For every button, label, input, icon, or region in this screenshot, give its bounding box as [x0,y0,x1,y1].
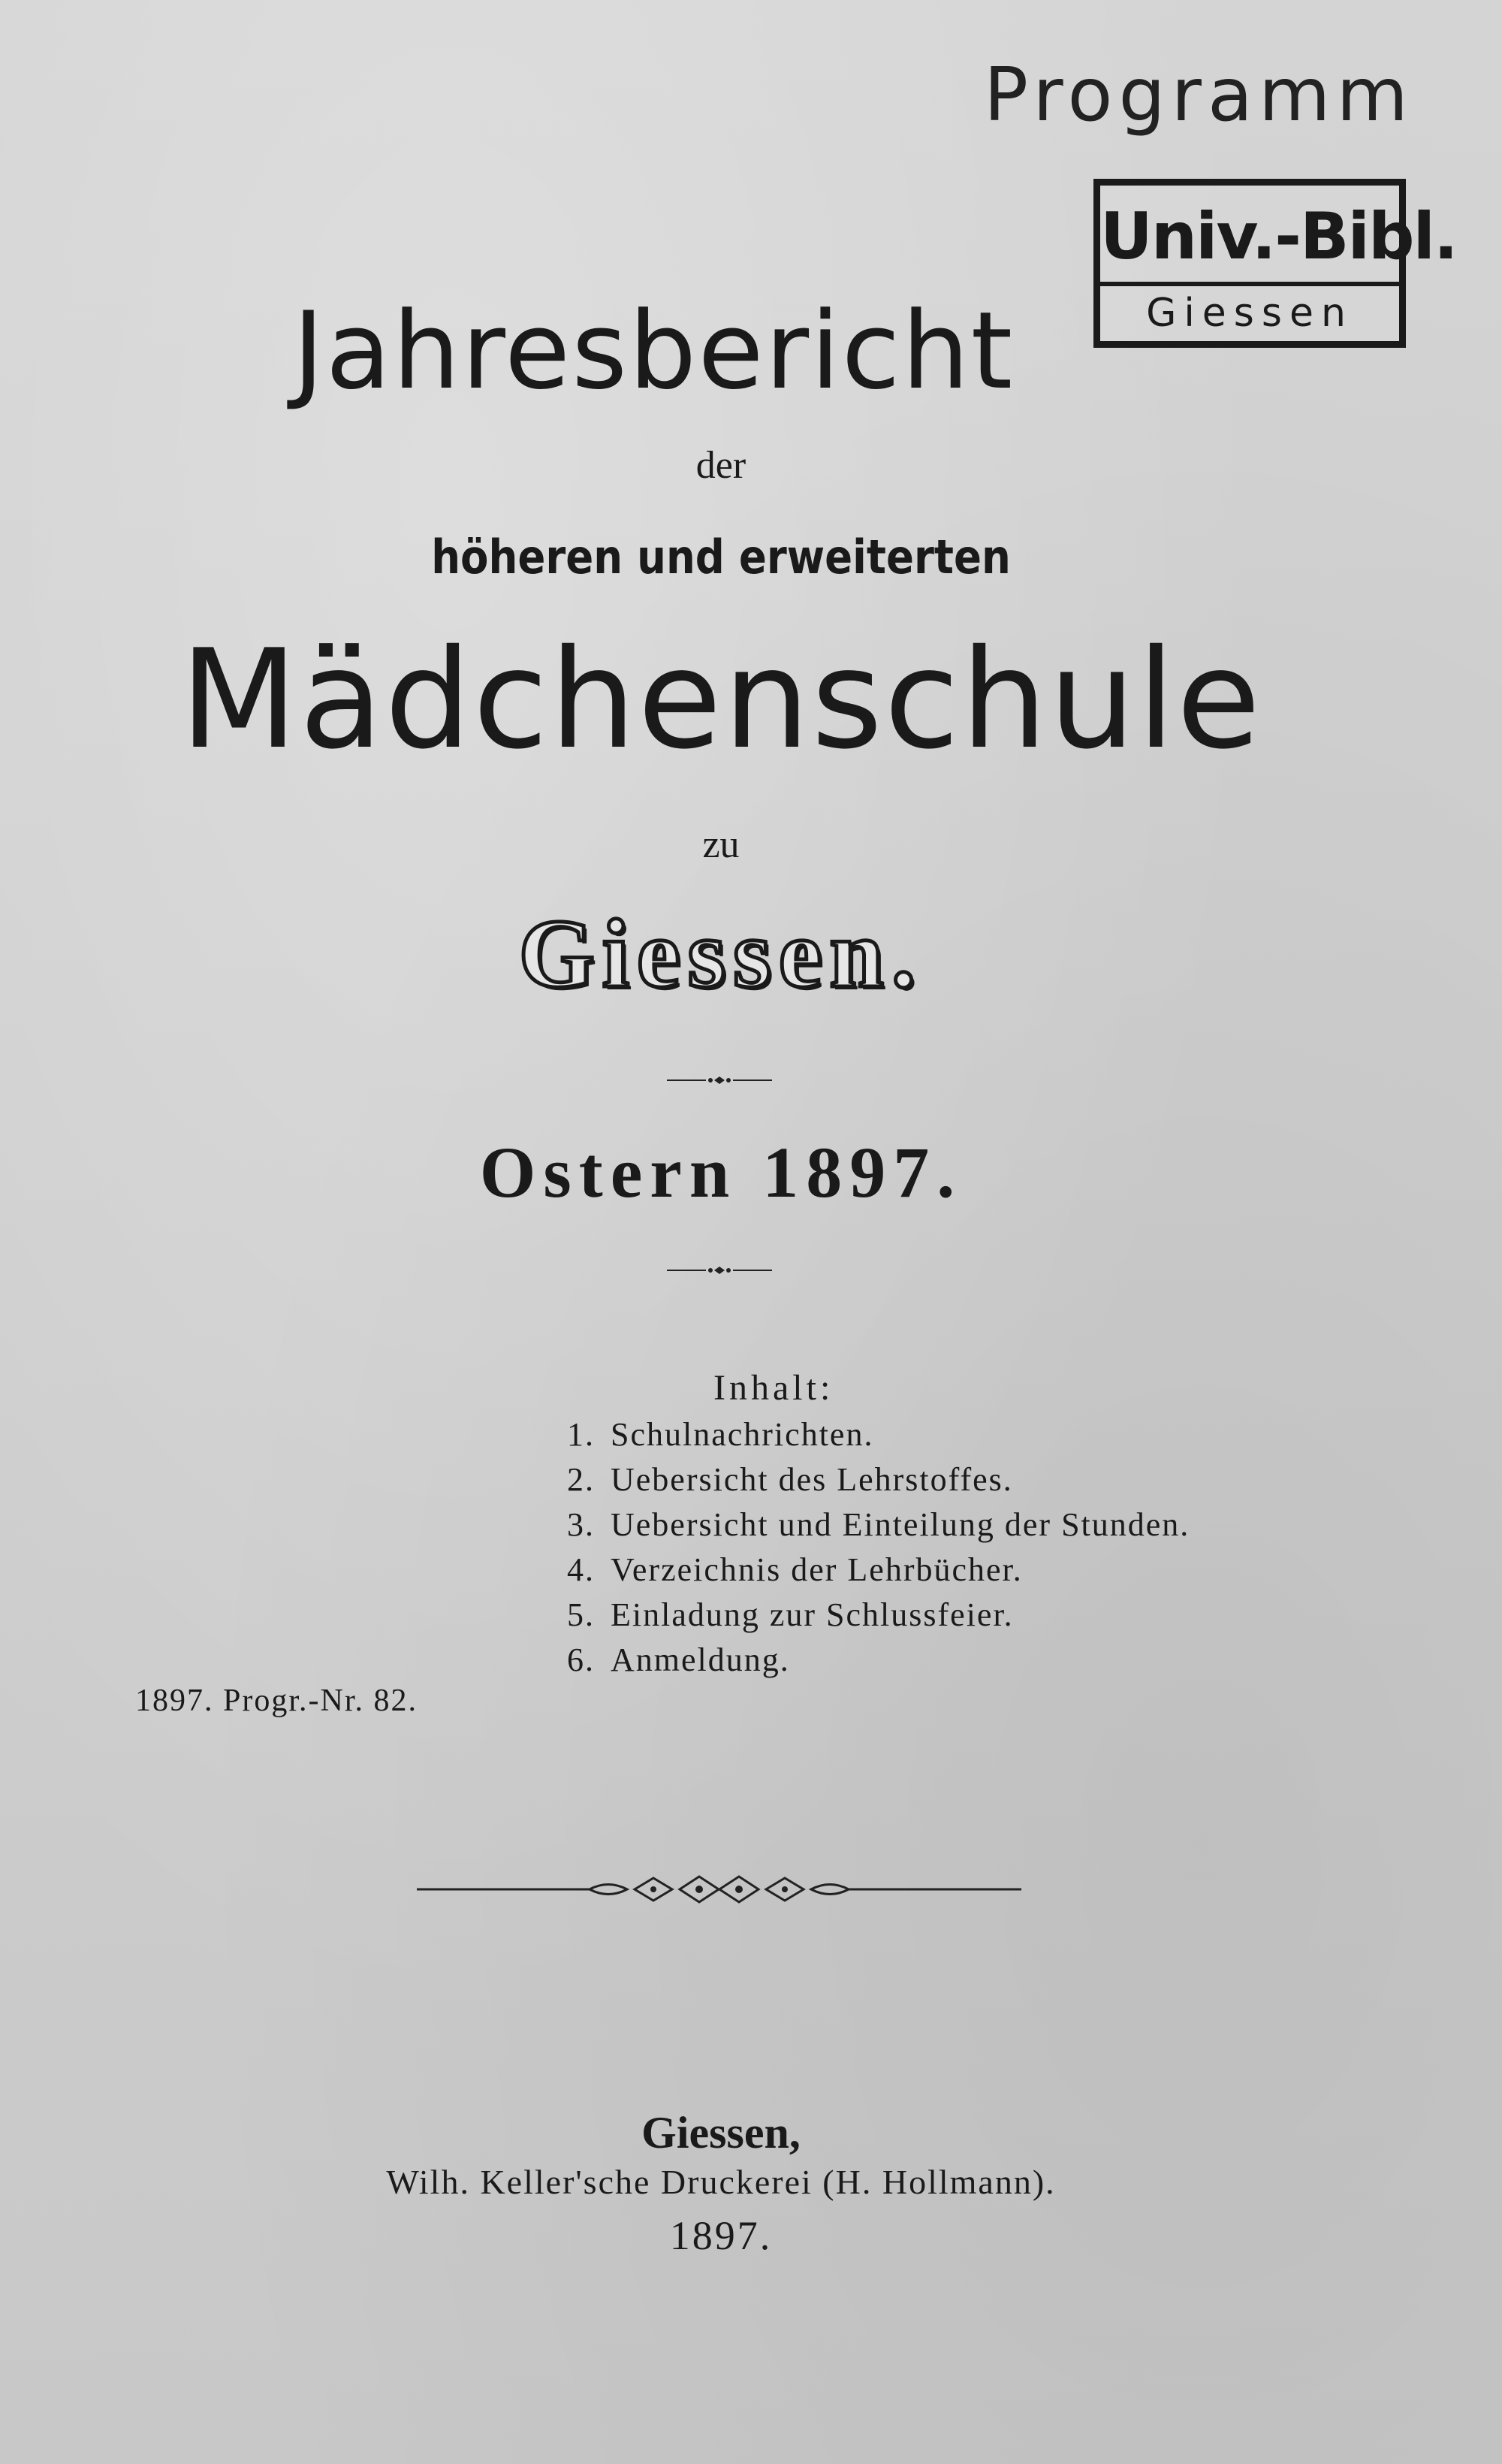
stamp-programm-label: Programm [984,53,1414,138]
imprint-printer: Wilh. Keller'sche Druckerei (H. Hollmann). [386,2163,1056,2201]
list-item: 3. Uebersicht und Einteilung der Stunden. [567,1506,1190,1543]
contents-list [567,1412,1190,1683]
title-maedchenschule: Mädchenschule [179,620,1262,779]
stamp-library-name: Univ.-Bibl. [1100,199,1457,274]
list-item: 4. Verzeichnis der Lehrbücher. [567,1551,1023,1588]
title-zu: zu [702,823,740,866]
title-giessen-decorative: Giessen. [518,900,924,1008]
stamp-divider [1100,282,1399,286]
imprint-year: 1897. [669,2213,773,2258]
title-der: der [695,444,746,487]
list-item: 1. Schulnachrichten. [567,1416,874,1453]
stamp-library-city: Giessen [1146,291,1353,336]
small-ornament-top [667,1076,772,1085]
list-item: 6. Anmeldung. [567,1641,790,1678]
list-item: 5. Einladung zur Schlussfeier. [567,1596,1014,1633]
title-jahresbericht: Jahresbericht [292,289,1015,413]
decorative-rule [417,1871,1021,1908]
edition-ostern: Ostern 1897. [479,1132,963,1212]
contents-heading: Inhalt: [713,1368,834,1408]
list-item: 2. Uebersicht des Lehrstoffes. [567,1461,1013,1498]
imprint-place: Giessen, [641,2108,801,2158]
small-ornament-bottom [667,1266,772,1275]
title-hoeheren: höheren und erweiterten [431,530,1011,584]
program-number: 1897. Progr.-Nr. 82. [135,1683,418,1718]
